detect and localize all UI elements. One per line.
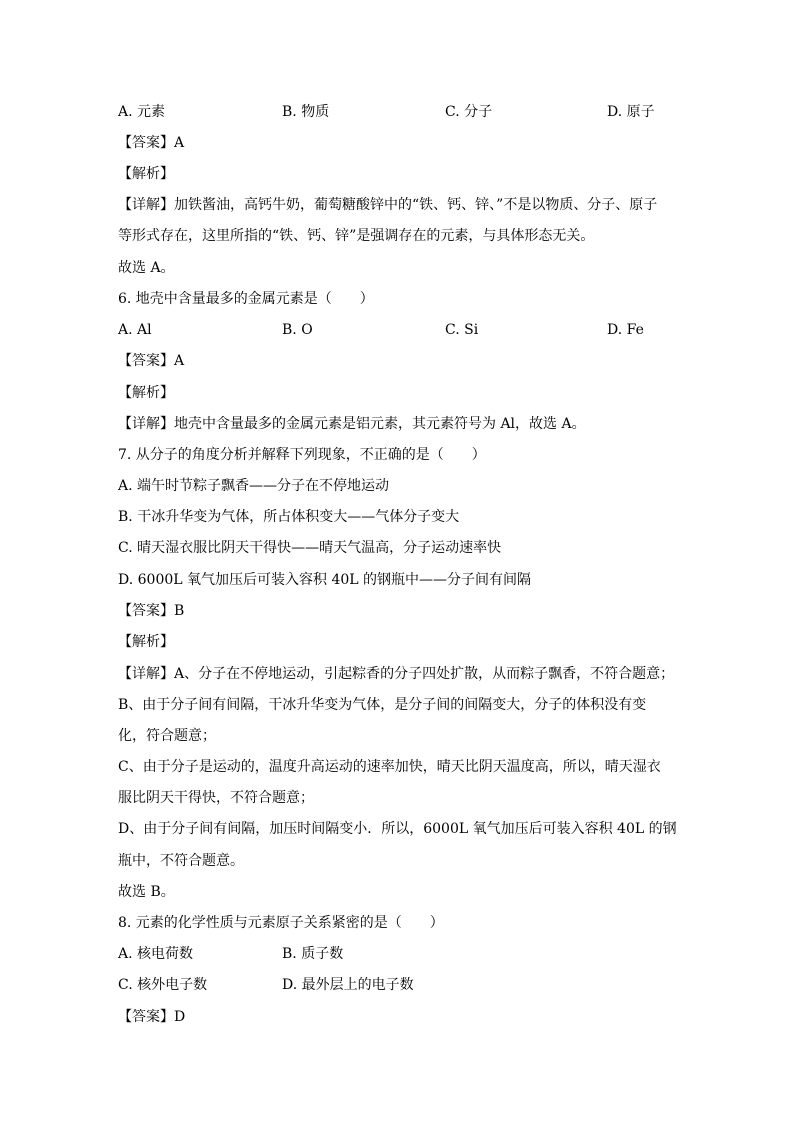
q7-question: 7. 从分子的角度分析并解释下列现象，不正确的是（ ）	[118, 447, 486, 463]
q5-option-c: C. 分子	[445, 104, 493, 120]
q8-question: 8. 元素的化学性质与元素原子关系紧密的是（ ）	[118, 915, 444, 931]
q5-answer: 【答案】A	[118, 135, 185, 151]
q5-option-b: B. 物质	[282, 104, 330, 120]
q7-conclusion: 故选 B。	[118, 884, 175, 900]
q7-option-d: D. 6000L 氧气加压后可装入容积 40L 的钢瓶中——分子间有间隔	[118, 572, 532, 588]
q6-answer: 【答案】A	[118, 353, 185, 369]
q6-option-c: C. Si	[445, 322, 479, 338]
q6-option-b: B. O	[282, 322, 313, 338]
q7-detail-line: D、由于分子间有间隔，加压时间隔变小．所以，6000L 氧气加压后可装入容积 40L 的钢	[118, 821, 677, 837]
q7-analysis-heading: 【解析】	[118, 634, 174, 650]
q5-option-a: A. 元素	[118, 104, 166, 120]
q7-detail-line: C、由于分子是运动的，温度升高运动的速率加快，晴天比阴天温度高，所以，晴天湿衣	[118, 759, 661, 775]
q5-option-d: D. 原子	[607, 104, 655, 120]
q6-analysis-heading: 【解析】	[118, 385, 174, 401]
q7-option-b: B. 干冰升华变为气体，所占体积变大——气体分子变大	[118, 509, 460, 525]
q6-option-a: A. Al	[118, 322, 152, 338]
q8-option-a: A. 核电荷数	[118, 946, 194, 962]
q8-option-b: B. 质子数	[282, 946, 344, 962]
q6-question: 6. 地壳中含量最多的金属元素是（ ）	[118, 291, 374, 307]
q5-conclusion: 故选 A。	[118, 260, 175, 276]
q7-option-a: A. 端午时节粽子飘香——分子在不停地运动	[118, 478, 390, 494]
q7-option-c: C. 晴天湿衣服比阴天干得快——晴天气温高，分子运动速率快	[118, 540, 502, 556]
q5-detail-line: 【详解】加铁酱油，高钙牛奶，葡萄糖酸锌中的“铁、钙、锌、”不是以物质、分子、原子	[118, 197, 658, 213]
q7-answer: 【答案】B	[118, 603, 185, 619]
q7-detail-line: B、由于分子间有间隔，干冰升华变为气体，是分子间的间隔变大，分子的体积没有变	[118, 697, 647, 713]
q5-detail-line: 等形式存在，这里所指的“铁、钙、锌”是强调存在的元素，与具体形态无关。	[118, 228, 595, 244]
q8-answer: 【答案】D	[118, 1009, 186, 1025]
q6-detail-line: 【详解】地壳中含量最多的金属元素是铝元素，其元素符号为 Al，故选 A。	[118, 416, 586, 432]
q5-analysis-heading: 【解析】	[118, 166, 174, 182]
q8-option-d: D. 最外层上的电子数	[282, 977, 414, 993]
q6-option-d: D. Fe	[607, 322, 644, 338]
q7-detail-line: 瓶中，不符合题意。	[118, 853, 244, 869]
q7-detail-line: 化，符合题意；	[118, 728, 216, 744]
q7-detail-line: 服比阴天干得快，不符合题意；	[118, 790, 314, 806]
q8-option-c: C. 核外电子数	[118, 977, 208, 993]
q7-detail-line: 【详解】A、分子在不停地运动，引起粽香的分子四处扩散，从而粽子飘香，不符合题意；	[118, 666, 675, 682]
